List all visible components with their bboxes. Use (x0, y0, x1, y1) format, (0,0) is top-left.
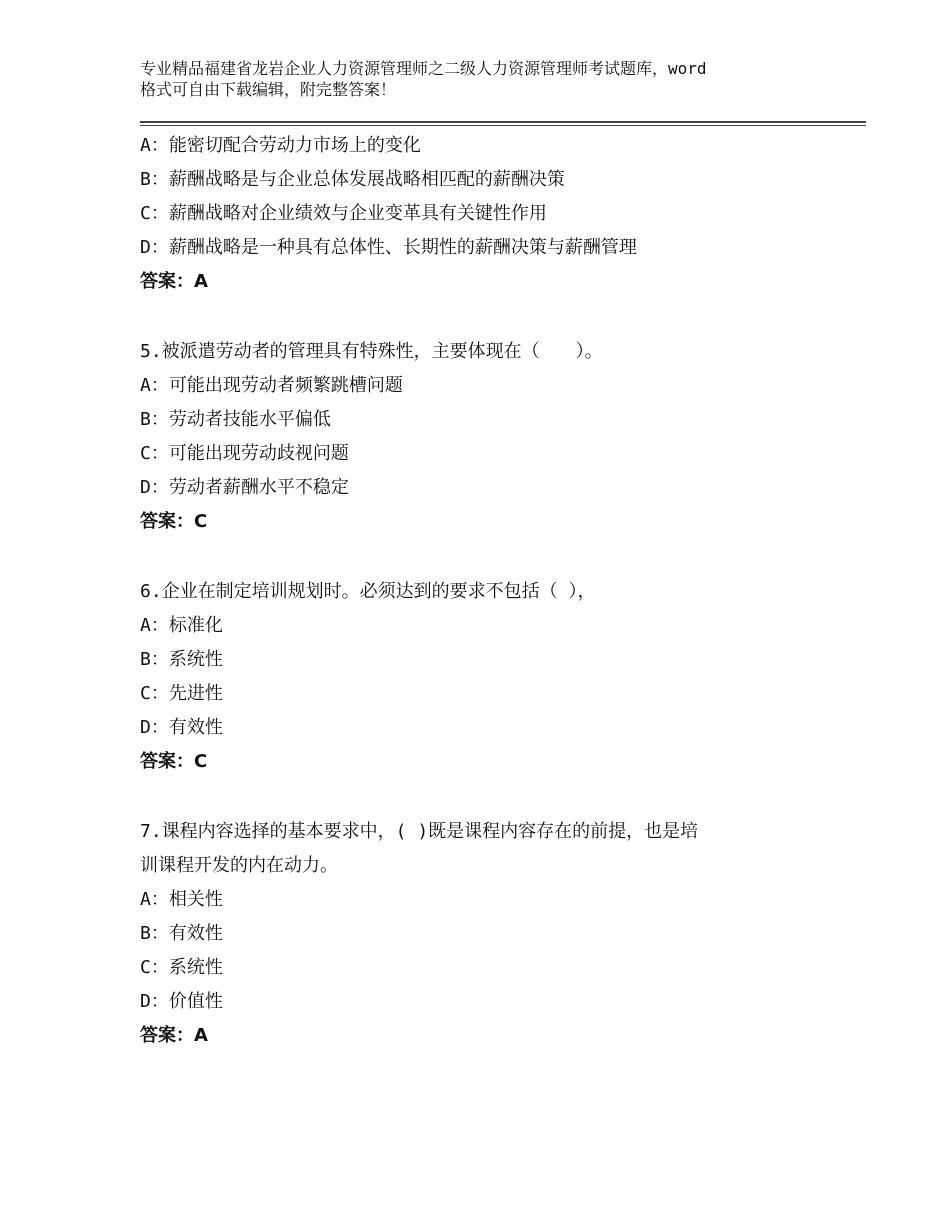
spacer (140, 299, 840, 335)
answer-label: 答案：C (140, 751, 208, 772)
question-7 (140, 815, 840, 1053)
option-c: C：可能出现劳动歧视问题 (140, 443, 349, 464)
option-c: C：薪酬战略对企业绩效与企业变革具有关键性作用 (140, 203, 547, 224)
answer-label: 答案：C (140, 511, 208, 532)
spacer (140, 779, 840, 815)
question-6 (140, 575, 840, 779)
option-b: B：有效性 (140, 923, 223, 944)
option-c: C：先进性 (140, 683, 223, 704)
question-text: 6.企业在制定培训规划时。必须达到的要求不包括（ ）， (140, 581, 596, 602)
spacer (140, 539, 840, 575)
question-text-line-2: 训课程开发的内在动力。 (140, 855, 338, 876)
option-d: D：薪酬战略是一种具有总体性、长期性的薪酬决策与薪酬管理 (140, 237, 637, 258)
question-4 (140, 129, 840, 299)
answer-label: 答案：A (140, 1025, 208, 1046)
question-list (140, 129, 840, 1053)
option-d: D：劳动者薪酬水平不稳定 (140, 477, 349, 498)
answer-label: 答案：A (140, 271, 208, 292)
option-a: A：相关性 (140, 889, 223, 910)
option-a: A：标准化 (140, 615, 223, 636)
option-d: D：价值性 (140, 991, 223, 1012)
option-b: B：系统性 (140, 649, 223, 670)
question-5 (140, 335, 840, 539)
header-divider (140, 121, 866, 123)
question-text-line-1: 7.课程内容选择的基本要求中，( )既是课程内容存在的前提，也是培 (140, 821, 699, 842)
option-d: D：有效性 (140, 717, 223, 738)
option-a: A：可能出现劳动者频繁跳槽问题 (140, 375, 403, 396)
question-text: 5.被派遣劳动者的管理具有特殊性，主要体现在（ ）。 (140, 341, 603, 362)
option-b: B：薪酬战略是与企业总体发展战略相匹配的薪酬决策 (140, 169, 565, 190)
header-divider-thin (140, 125, 866, 126)
option-a: A：能密切配合劳动力市场上的变化 (140, 135, 421, 156)
page-header (140, 58, 840, 100)
header-title-line-1: 专业精品福建省龙岩企业人力资源管理师之二级人力资源管理师考试题库，word (140, 59, 707, 78)
header-title-line-2: 格式可自由下载编辑，附完整答案！ (140, 80, 397, 99)
option-c: C：系统性 (140, 957, 223, 978)
option-b: B：劳动者技能水平偏低 (140, 409, 331, 430)
